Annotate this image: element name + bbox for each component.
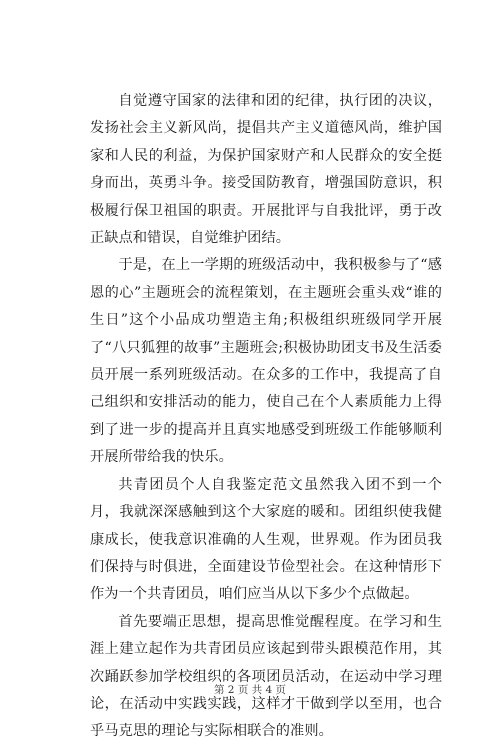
document-body [90, 88, 442, 746]
paragraph-2: 于是，在上一学期的班级活动中，我积极参与了“感恩的心”主题班会的流程策划，在主题班会重头戏“谁的生日”这个小品成功塑造主角;积极组织班级同学开展了“八只狐狸的故事”主题班会;积极协助团支书及生活委员开展一系列班级活动。在众多的工作中，我提高了自己组织和安排活动的能力，使自己在个人素质能力上得到了进一步的提高并且真实地感受到班级工作能够顺利开展所带给我的快乐。 [90, 257, 442, 466]
paragraph-4: 首先要端正思想，提高思惟觉醒程度。在学习和生涯上建立起作为共青团员应该起到带头跟模范作用，其次踊跃参加学校组织的各项团员活动，在运动中学习理论，在活动中实践实践，这样才干做到学以至用，也合乎马克思的理论与实际相联合的准则。 [90, 613, 442, 740]
page-number-footer: 第 2 页 共 4 页 [213, 684, 287, 696]
paragraph-3: 共青团员个人自我鉴定范文虽然我入团不到一个月，我就深深感触到这个大家庭的暖和。团组织使我健康成长，使我意识准确的人生观，世界观。作为团员我们保持与时俱进，全面建设节俭型社会。在这种情形下作为一个共青团员，咱们应当从以下多少个点做起。 [90, 476, 442, 603]
paragraph-1: 自觉遵守国家的法律和团的纪律，执行团的决议，发扬社会主义新风尚，提倡共产主义道德风尚，维护国家和人民的利益，为保护国家财产和人民群众的安全挺身而出，英勇斗争。接受国防教育，增强国防意识，积极履行保卫祖国的职责。开展批评与自我批评，勇于改正缺点和错误，自觉维护团结。 [90, 93, 442, 247]
